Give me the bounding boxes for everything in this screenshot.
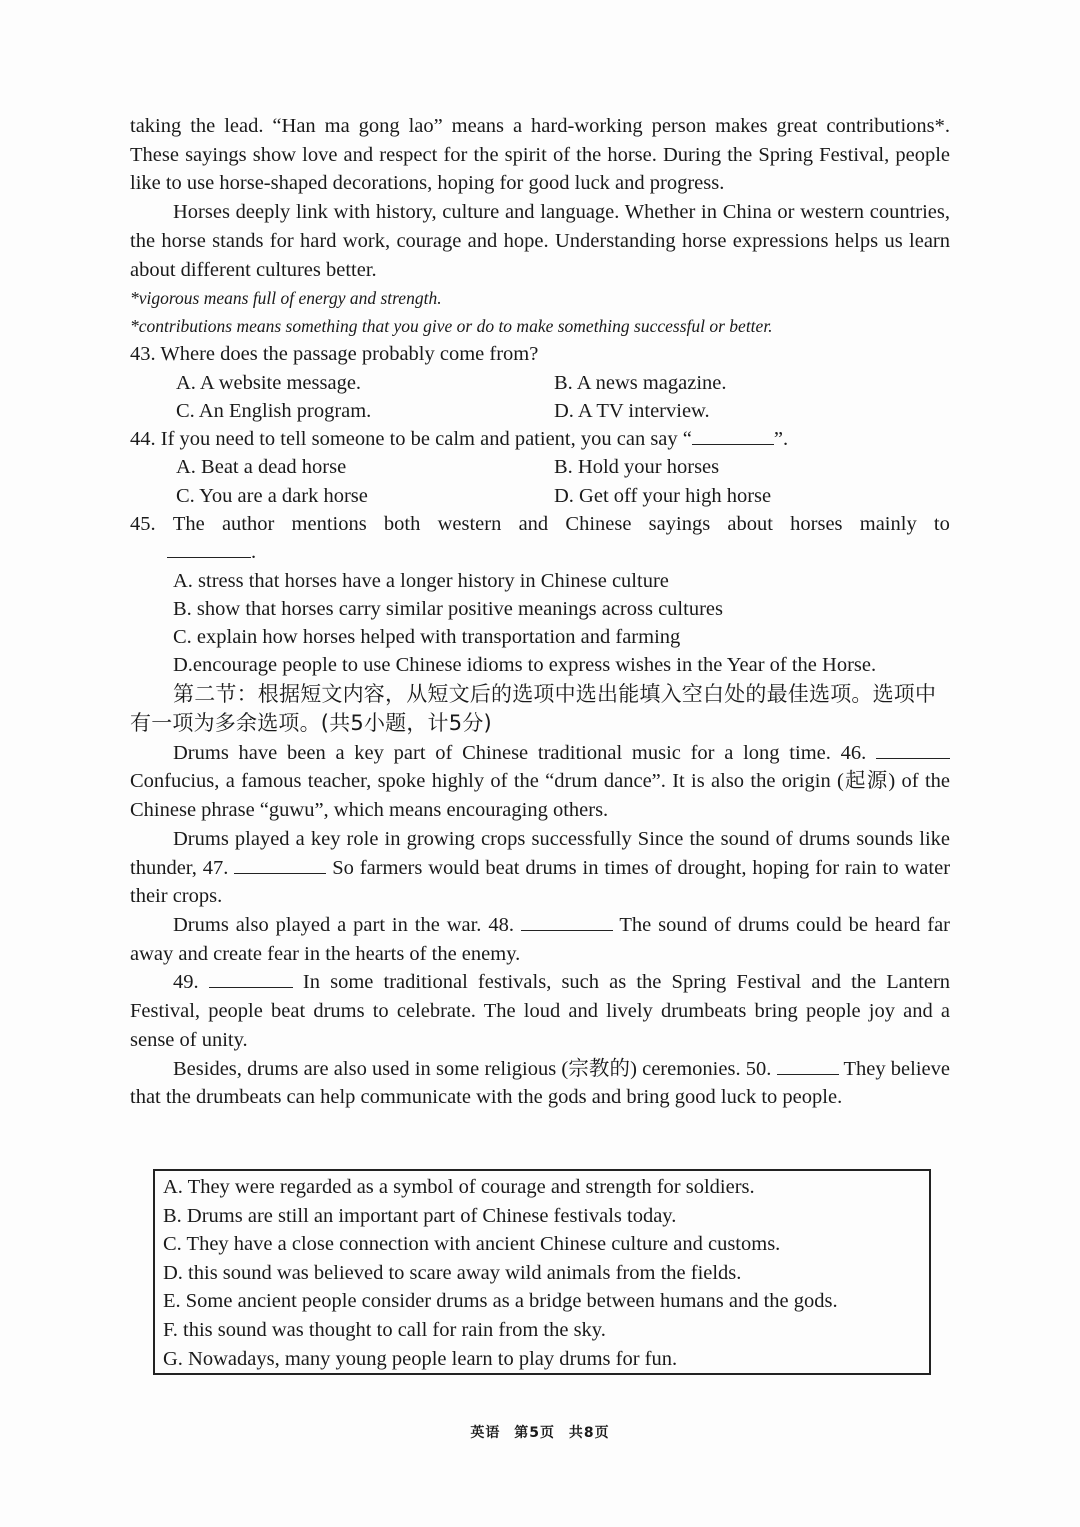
option-a[interactable]: A. stress that horses have a longer history in Chinese culture — [173, 569, 669, 592]
option-d[interactable]: D.encourage people to use Chinese idioms to express wishes in the Year of the Horse. — [173, 654, 877, 677]
box-option-b[interactable]: B. Drums are still an important part of Chinese festivals today. — [163, 1204, 677, 1227]
page-footer — [0, 1422, 1080, 1442]
passage-paragraph — [130, 968, 950, 1054]
box-option-e[interactable]: E. Some ancient people consider drums as a bridge between humans and the gods. — [163, 1290, 838, 1313]
question-45-stem — [130, 510, 950, 538]
box-option-a[interactable]: A. They were regarded as a symbol of courage and strength for soldiers. — [163, 1176, 755, 1198]
stem-word: Chinese — [565, 513, 632, 535]
option-b[interactable]: B. show that horses carry similar positive meanings across cultures — [173, 597, 723, 620]
paragraph-text: Drums also played a part in the war. 48. — [173, 914, 514, 936]
passage-paragraph — [130, 825, 950, 911]
passage-paragraph — [130, 739, 950, 825]
section-2-instruction: 第二节：根据短文内容，从短文后的选项中选出能填入空白处的最佳选项。选项中有一项为多余选项。(共5小题，计5分) — [130, 681, 937, 736]
paragraph-text: They believe that the drumbeats can help communicate with the gods and bring good luck to people. — [130, 1057, 950, 1109]
answer-blank-48[interactable] — [521, 912, 613, 931]
answer-blank-49[interactable] — [209, 969, 293, 988]
exam-page — [130, 112, 950, 1112]
passage-paragraph: taking the lead. “Han ma gong lao” means a hard-working person makes great contributions*. These sayings show love and respect for the spirit of the horse. During the Spring Festival, people like to use horse-shaped decorations, hoping for good luck and progress. — [130, 115, 950, 195]
box-option-g[interactable]: G. Nowadays, many young people learn to play drums for fun. — [163, 1347, 678, 1370]
passage-paragraph — [130, 911, 950, 968]
option-d[interactable]: D. A TV interview. — [554, 399, 710, 422]
question-45-blank-line — [130, 538, 950, 566]
stem-word: author — [221, 513, 275, 535]
footnote: *vigorous means full of energy and strength. — [130, 288, 442, 309]
answer-blank-47[interactable] — [234, 855, 326, 874]
box-option-f[interactable]: F. this sound was thought to call for rain from the sky. — [163, 1318, 606, 1341]
passage-paragraph — [130, 1055, 950, 1112]
stem-word: both — [383, 513, 421, 535]
question-44-stem-end: ”. — [773, 428, 789, 451]
option-c[interactable]: C. You are a dark horse — [176, 484, 368, 507]
option-a[interactable]: A. A website message. — [176, 371, 362, 394]
stem-word: 45. — [130, 513, 156, 535]
paragraph-text: Drums have been a key part of Chinese traditional music for a long time. 46. — [173, 741, 867, 764]
box-option-c[interactable]: C. They have a close connection with ancient Chinese culture and customs. — [163, 1233, 781, 1256]
stem-word: The — [172, 513, 205, 535]
footer-page-number: 第5页 — [514, 1425, 555, 1441]
question-44-options — [130, 482, 950, 510]
footer-page-total: 共8页 — [568, 1425, 610, 1441]
option-c[interactable]: C. explain how horses helped with transportation and farming — [173, 626, 681, 649]
footnote: *contributions means something that you give or do to make something successful or better. — [130, 316, 773, 337]
stem-word: mentions — [291, 513, 367, 535]
answer-blank[interactable] — [167, 539, 251, 558]
answer-blank-46[interactable] — [876, 740, 950, 759]
paragraph-text: In some traditional festivals, such as the Spring Festival and the Lantern Festival, people beat drums to celebrate. The loud and lively drumbeats bring people joy and a sense of unity. — [130, 971, 951, 1051]
option-b[interactable]: B. Hold your horses — [554, 456, 720, 479]
option-b[interactable]: B. A news magazine. — [554, 371, 727, 394]
question-45-blank-end: . — [251, 541, 257, 564]
question-44-options — [130, 453, 950, 481]
question-43-options — [130, 369, 950, 397]
option-c[interactable]: C. An English program. — [176, 399, 372, 422]
paragraph-text: So farmers would beat drums in times of drought, hoping for rain to water their crops. — [130, 856, 951, 908]
answer-blank-50[interactable] — [777, 1056, 839, 1075]
footer-subject: 英语 — [470, 1425, 501, 1441]
question-44-stem-start: 44. If you need to tell someone to be calm and patient, you can say “ — [130, 428, 692, 451]
options-box — [153, 1169, 931, 1375]
paragraph-text: 49. — [173, 971, 199, 994]
paragraph-text: The sound of drums could be heard far away and create fear in the hearts of the enemy. — [130, 914, 951, 965]
paragraph-text: Confucius, a famous teacher, spoke highly of the “drum dance”. It is also the origin (起源) of the Chinese phrase “guwu”, which means encouraging others. — [130, 770, 950, 822]
stem-word: sayings — [648, 513, 711, 535]
stem-word: western — [437, 513, 502, 535]
question-43-stem: 43. Where does the passage probably come from? — [130, 343, 539, 366]
stem-word: to — [933, 513, 950, 535]
stem-word: and — [518, 513, 549, 535]
answer-blank[interactable] — [692, 426, 774, 445]
stem-word: mainly — [859, 513, 917, 535]
question-43-options — [130, 397, 950, 425]
stem-word: about — [727, 513, 773, 535]
stem-word: horses — [790, 513, 843, 535]
question-44-stem — [130, 425, 950, 453]
paragraph-text: Besides, drums are also used in some religious (宗教的) ceremonies. 50. — [173, 1057, 772, 1080]
passage-paragraph: Horses deeply link with history, culture and language. Whether in China or western countries, the horse stands for hard work, courage and hope. Understanding horse expressions helps us learn about different cultures better. — [130, 201, 950, 281]
paragraph-text: Drums played a key role in growing crops successfully Since the sound of drums sounds like thunder, 47. — [130, 827, 950, 879]
option-a[interactable]: A. Beat a dead horse — [176, 456, 347, 479]
option-d[interactable]: D. Get off your high horse — [554, 484, 772, 507]
box-option-d[interactable]: D. this sound was believed to scare away wild animals from the fields. — [163, 1261, 742, 1284]
